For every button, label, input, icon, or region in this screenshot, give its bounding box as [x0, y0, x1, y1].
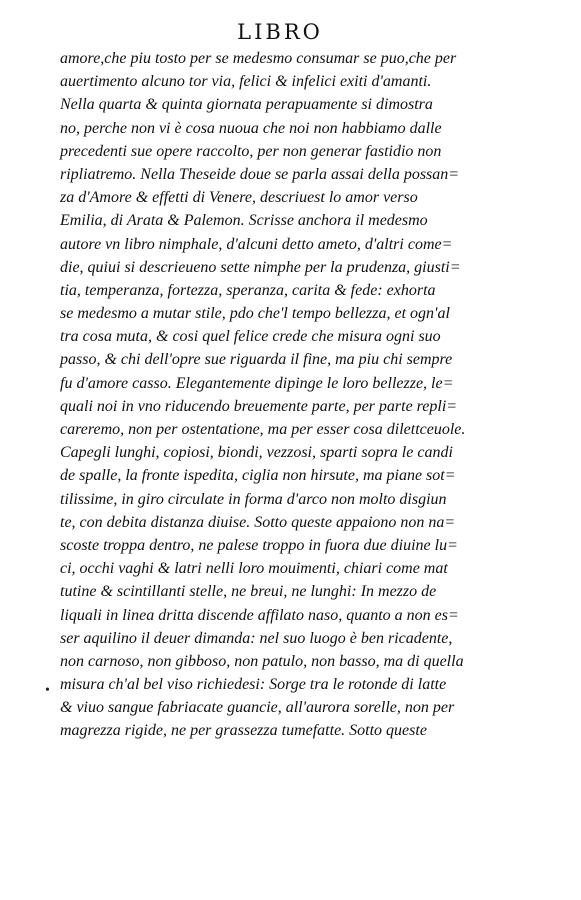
text-line: auertimento alcuno tor via, felici & infelici exiti d'amanti.: [60, 73, 432, 91]
body-text: [60, 47, 515, 743]
text-line: tia, temperanza, fortezza, speranza, carita & fede: exhorta: [60, 281, 436, 299]
margin-mark: •: [45, 683, 50, 698]
text-line: te, con debita distanza diuise. Sotto queste appaiono non na=: [60, 513, 456, 531]
text-line: amore,che piu tosto per se medesmo consumar se puo,che per: [60, 50, 457, 67]
text-line: autore vn libro nimphale, d'alcuni detto ameto, d'altri come=: [60, 235, 453, 253]
text-line: liquali in linea dritta discende affilato naso, quanto a non es=: [60, 606, 459, 624]
text-line: ci, occhi vaghi & latri nelli loro mouimenti, chiari come mat: [60, 560, 448, 578]
text-line: Emilia, di Arata & Palemon. Scrisse anchora il medesmo: [60, 212, 428, 230]
text-line: non carnoso, non gibboso, non patulo, non basso, ma di quella: [60, 652, 464, 670]
text-line: tutine & scintillanti stelle, ne breui, ne lunghi: In mezzo de: [60, 583, 437, 601]
text-line: Capegli lunghi, copiosi, biondi, vezzosi, sparti sopra le candi: [60, 444, 453, 462]
text-line: ripliatremo. Nella Theseide doue se parla assai della possan=: [60, 165, 460, 183]
text-line: magrezza rigide, ne per grassezza tumefatte. Sotto queste: [60, 722, 427, 740]
text-line: passo, & chi dell'opre sue riguarda il fine, ma piu chi sempre: [60, 351, 453, 369]
text-line: tra cosa muta, & cosi quel felice crede che misura ogni suo: [60, 328, 441, 346]
text-line: no, perche non vi è cosa nuoua che noi non habbiamo dalle: [60, 119, 442, 137]
text-line: tilissime, in giro circulate in forma d'arco non molto disgiun: [60, 490, 447, 508]
text-line: misura ch'al bel viso richiedesi: Sorge tra le rotonde di latte: [60, 676, 447, 694]
text-line: de spalle, la fronte ispedita, ciglia non hirsute, ma piane sot=: [60, 467, 456, 485]
text-line: fu d'amore casso. Elegantemente dipinge le loro bellezze, le=: [60, 374, 454, 392]
text-line: precedenti sue opere raccolto, per non generar fastidio non: [60, 142, 442, 160]
text-line: za d'Amore & effetti di Venere, descriuest lo amor verso: [60, 189, 418, 207]
text-line: careremo, non per ostentatione, ma per esser cosa dilettceuole.: [60, 421, 466, 438]
text-line: ser aquilino il deuer dimanda: nel suo luogo è ben ricadente,: [60, 629, 453, 647]
running-head: LIBRO: [237, 20, 323, 44]
text-line: & viuo sangue fabriacate guancie, all'aurora sorelle, non per: [60, 699, 455, 717]
text-line: Nella quarta & quinta giornata perapuamente si dimostra: [60, 96, 433, 114]
text-line: se medesmo a mutar stile, pdo che'l tempo bellezza, et ogn'al: [60, 305, 450, 323]
text-line: scoste troppa dentro, ne palese troppo in fuora due diuine lu=: [60, 536, 458, 554]
text-line: quali noi in vno riducendo breuemente parte, per parte repli=: [60, 397, 458, 415]
text-line: die, quiui si descrieueno sette nimphe per la prudenza, giusti=: [60, 258, 461, 276]
